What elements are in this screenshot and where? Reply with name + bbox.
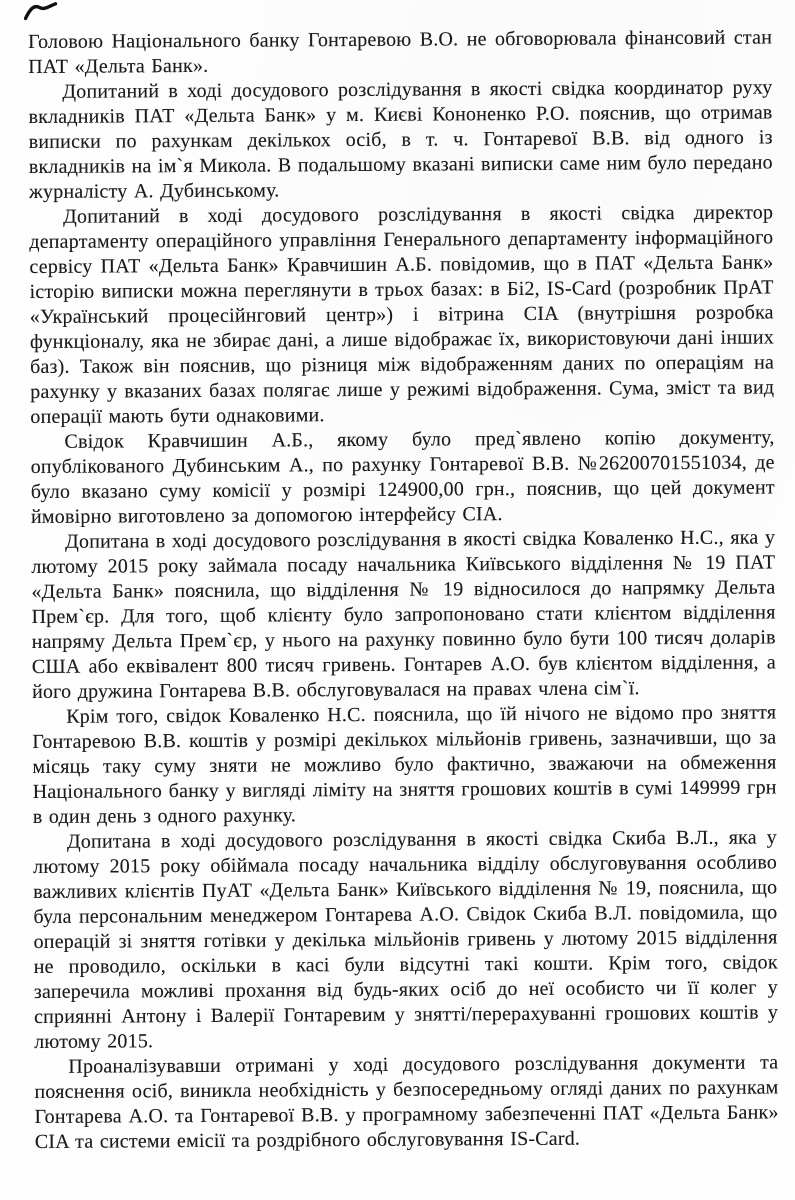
paragraph-2: Допитаний в ході досудового розслідування в якості свідка координатор руху вкладників ПАТ «Дельта Банк» у м. Києві Кононенко Р.О. пояснив, що отримав виписки по рахункам декількох осіб, в т. ч. Гонтаревої В.В. від одного із вкладників на ім`я Микола. В подальшому вказані виписки саме ним було передано журналісту А. Дубинському. — [28, 76, 773, 203]
paragraph-3: Допитаний в ході досудового розслідування в якості свідка директор департаменту операційного управління Генерального департаменту інформаційного сервісу ПАТ «Дельта Банк» Кравчишин А.Б. повідомив, що в ПАТ «Дельта Банк» історію виписки можна переглянути в трьох базах: в Бі2, IS-Card (розробник ПрАТ «Український процесійнговий центр») і вітрина CIA (внутрішня розробка функціоналу, яка не збирає дані, а лише відображає їх, використовуючи дані інших баз). Також він пояснив, що різниця між відображенням даних по операціям на рахунку у вказаних базах полягає лише у режимі відображення. Сума, зміст та вид операції мають бути однаковими. — [29, 201, 775, 428]
paragraph-6: Крім того, свідок Коваленко Н.С. пояснила, що їй нічого не відомо про зняття Гонтаревою В.В. коштів у розмірі декількох мільйонів гривень, зазначивши, що за місяць таку суму зняти не можливо було фактично, зважаючи на обмеження Національного банку у вигляді ліміту на зняття грошових коштів в сумі 149999 грн в один день з одного рахунку. — [32, 701, 777, 828]
pen-stroke-icon — [24, 2, 58, 22]
paragraph-5: Допитана в ході досудового розслідування в якості свідка Коваленко Н.С., яка у лютому 2015 року займала посаду начальника Київського відділення № 19 ПАТ «Дельта Банк» пояснила, що відділення № 19 відносилося до напрямку Дельта Прем`єр. Для того, щоб клієнту було запропоновано стати клієнтом відділення напряму Дельта Прем`єр, у нього на рахунку повинно було бути 100 тисяч доларів США або еквівалент 800 тисяч гривень. Гонтарев А.О. був клієнтом відділення, а його дружина Гонтарева В.В. обслуговувалася на правах члена сім`ї. — [31, 526, 776, 703]
paragraph-1: Головою Національного банку Гонтаревою В.О. не обговорювала фінансовий стан ПАТ «Дельта Банк». — [28, 26, 773, 78]
paragraph-7: Допитана в ході досудового розслідування в якості свідка Скиба В.Л., яка у лютому 2015 року обіймала посаду начальника відділу обслуговування особливо важливих клієнтів ПуАТ «Дельта Банк» Київського відділення № 19, пояснила, що була персональним менеджером Гонтарева А.О. Свідок Скиба В.Л. повідомила, що операцій зі зняття готівки у декілька мільйонів гривень у лютому 2015 відділення не проводило, оскільки в касі були відсутні такі кошти. Крім того, свідок заперечила можливі прохання від будь-яких осіб до неї особисто чи її колег у сприянні Антону і Валерії Гонтаревим у знятті/перерахуванні грошових коштів у лютому 2015. — [33, 826, 779, 1053]
document-text-block — [28, 25, 779, 1155]
paragraph-8: Проаналізувавши отримані у ході досудового розслідування документи та пояснення осіб, виникла необхідність у безпосередньому огляді даних по рахункам Гонтарева А.О. та Гонтаревої В.В. у програмному забезпеченні ПАТ «Дельта Банк» CIA та системи емісії та роздрібного обслуговування IS-Card. — [34, 1051, 779, 1153]
paragraph-4: Свідок Кравчишин А.Б., якому було пред`явлено копію документу, опублікованого Дубинським А., по рахунку Гонтаревої В.В. №26200701551034, де було вказано суму комісії у розмірі 124900,00 грн., пояснив, що цей документ ймовірно виготовлено за допомогою інтерфейсу CIA. — [30, 426, 775, 528]
